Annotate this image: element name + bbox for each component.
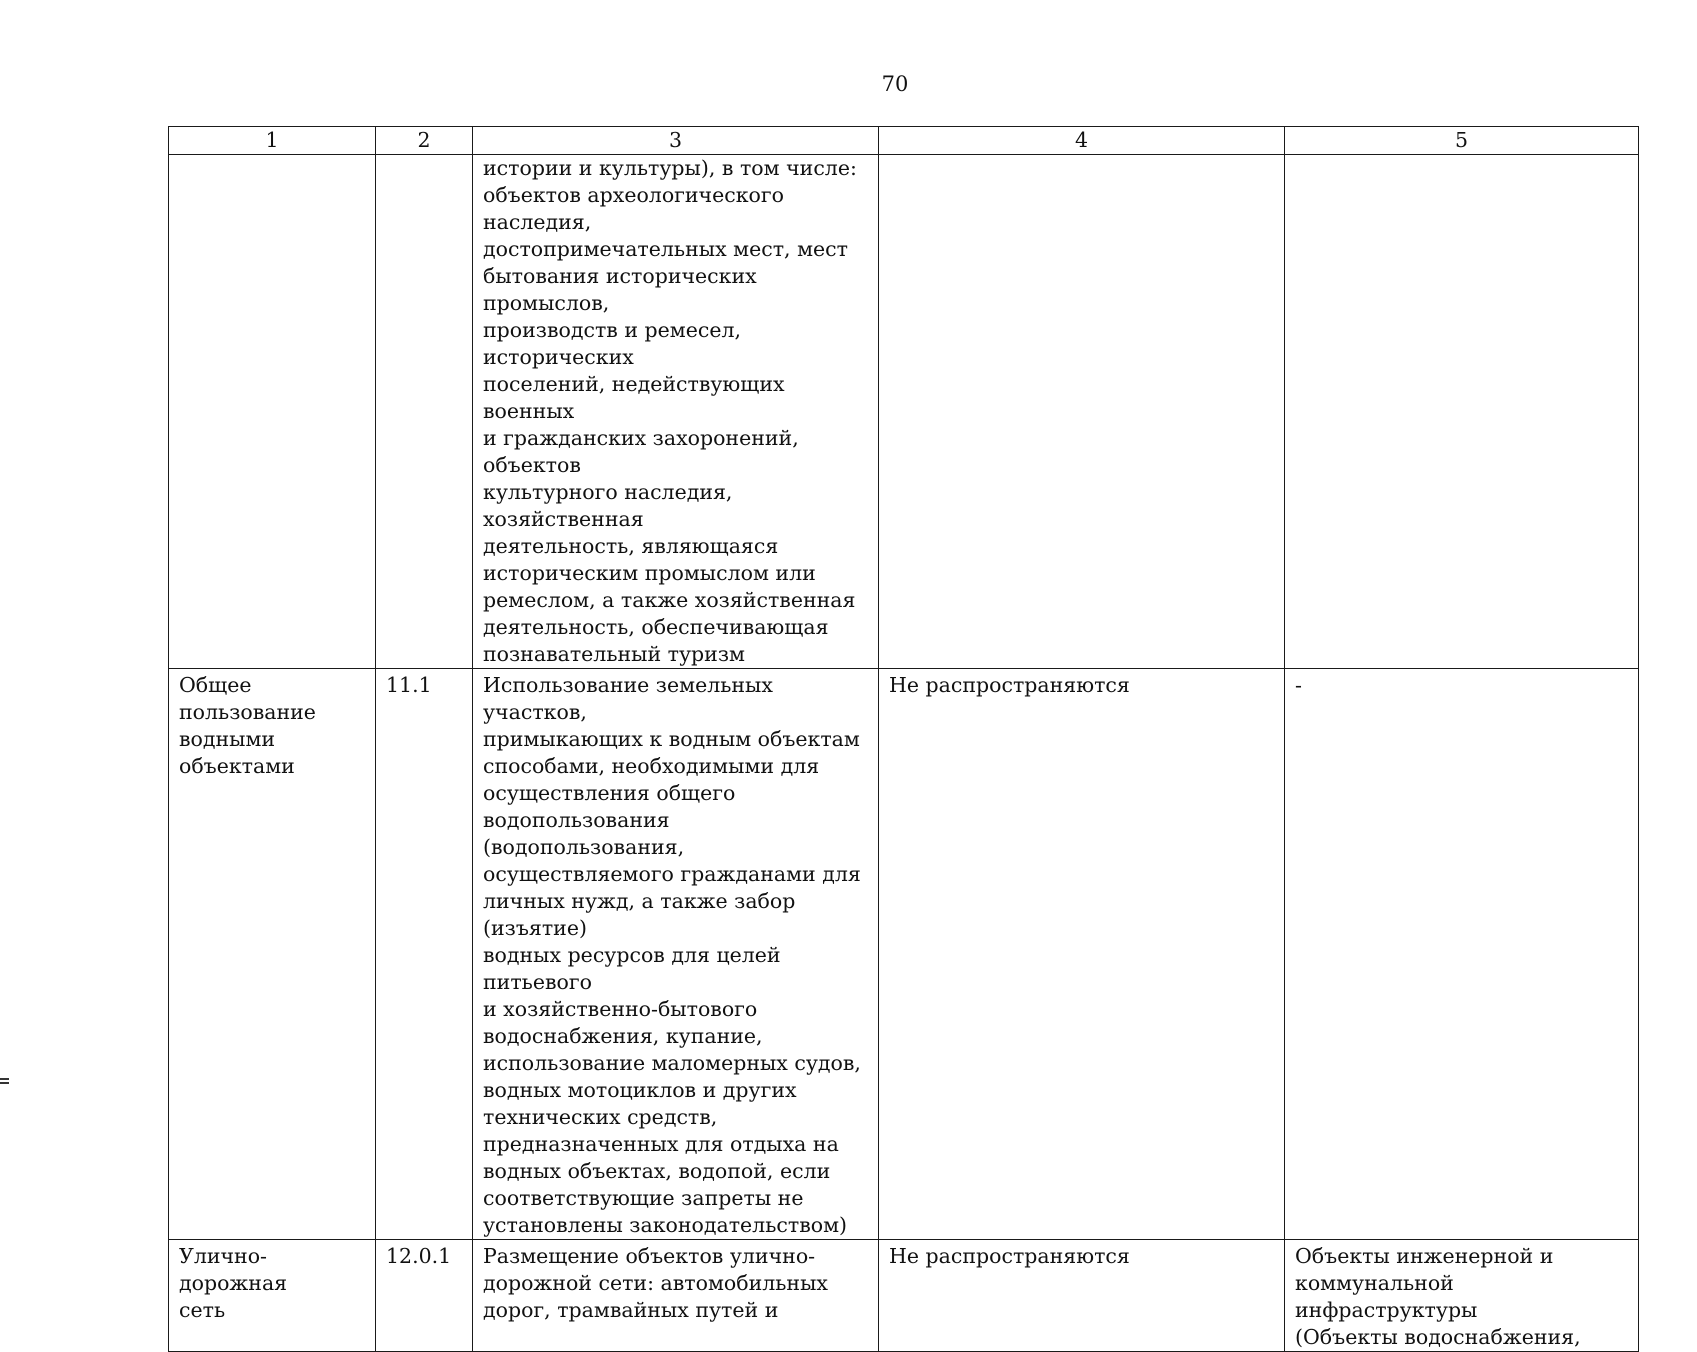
column-header-4: 4 (879, 127, 1285, 155)
row-code-cell (376, 155, 473, 669)
row-col5-cell: Объекты инженерной и коммунальной инфраструктуры (Объекты водоснабжения, (1285, 1240, 1639, 1352)
row-description-cell: Размещение объектов улично- дорожной сети: автомобильных дорог, трамвайных путей и (473, 1240, 879, 1352)
scan-edge-mark (0, 1078, 9, 1087)
row-code-cell: 12.0.1 (376, 1240, 473, 1352)
column-header-5: 5 (1285, 127, 1639, 155)
table-row (169, 1240, 1639, 1352)
row-name-cell (169, 155, 376, 669)
row-code-cell: 11.1 (376, 669, 473, 1240)
column-header-1: 1 (169, 127, 376, 155)
row-description-cell: Использование земельных участков, примыкающих к водным объектам способами, необходимыми для осуществления общего водопользования (водопользования, осуществляемого гражданами для личных нужд, а также забор (изъятие) водных ресурсов для целей питьевого и хозяйственно-бытового водоснабжения, купание, использование маломерных судов, водных мотоциклов и других технических средств, предназначенных для отдыха на водных объектах, водопой, если соответствующие запреты не установлены законодательством) (473, 669, 879, 1240)
table-row (169, 155, 1639, 669)
column-header-2: 2 (376, 127, 473, 155)
row-col4-cell: Не распространяются (879, 1240, 1285, 1352)
row-description-cell: истории и культуры), в том числе: объектов археологического наследия, достопримечательных мест, мест бытования исторических промыслов, производств и ремесел, исторических поселений, недействующих военных и гражданских захоронений, объектов культурного наследия, хозяйственная деятельность, являющаяся историческим промыслом или ремеслом, а также хозяйственная деятельность, обеспечивающая познавательный туризм (473, 155, 879, 669)
table-header-row (169, 127, 1639, 155)
column-header-3: 3 (473, 127, 879, 155)
page-number: 70 (881, 72, 909, 96)
row-col5-cell: - (1285, 669, 1639, 1240)
row-name-cell: Общее пользование водными объектами (169, 669, 376, 1240)
row-col4-cell: Не распространяются (879, 669, 1285, 1240)
regulations-table (168, 126, 1639, 1352)
table-row (169, 669, 1639, 1240)
row-col4-cell (879, 155, 1285, 669)
row-col5-cell (1285, 155, 1639, 669)
row-name-cell: Улично-дорожная сеть (169, 1240, 376, 1352)
